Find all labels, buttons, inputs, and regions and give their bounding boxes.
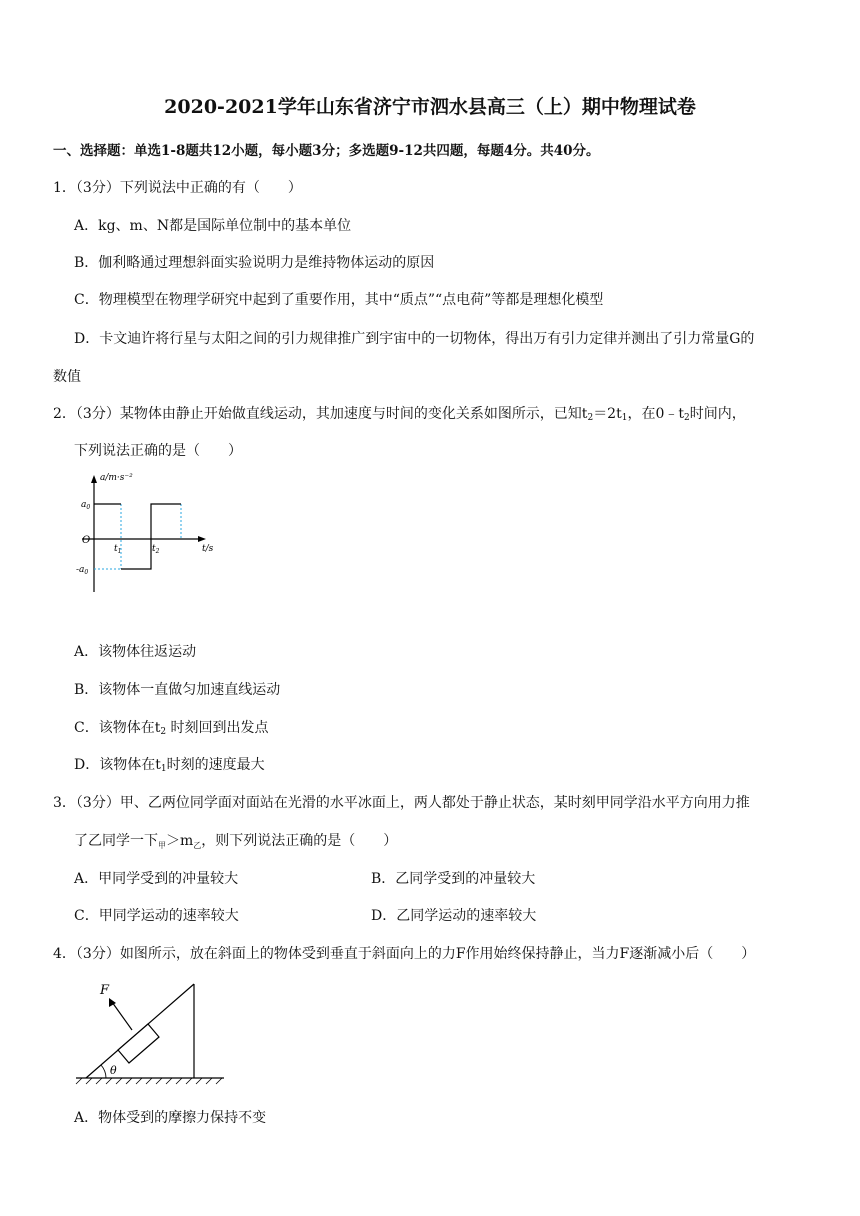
segment-3 <box>151 504 181 539</box>
x-axis-label: t/s <box>202 544 214 554</box>
x-axis-arrow-icon <box>198 536 206 542</box>
page-title: 2020-2021学年山东省济宁市泗水县高三（上）期中物理试卷 <box>164 96 696 118</box>
segment-2 <box>121 539 151 569</box>
question-3-option-b: B．乙同学受到的冲量较大 <box>371 871 536 887</box>
question-1-option-d: D．卡文迪许将行星与太阳之间的引力规律推广到宇宙中的一切物体，得出万有引力定律并测出了引力常量G的 <box>74 331 755 347</box>
origin-label: O <box>82 535 91 546</box>
question-3-stem-line2: 了乙同学一下$_甲>m_乙$，则下列说法正确的是（ ） <box>74 833 398 850</box>
y-axis-label: a/m·s⁻² <box>100 473 133 483</box>
acceleration-time-graph <box>72 470 232 600</box>
question-2-option-a: A．该物体往返运动 <box>74 644 197 660</box>
block <box>118 1024 159 1063</box>
question-2-stem-line1: 2．（3分）某物体由静止开始做直线运动，其加速度与时间的变化关系如图所示，已知$t_2=2t_1$，在$0﹣t_2$时间内， <box>53 406 746 423</box>
question-2-option-b: B．该物体一直做匀加速直线运动 <box>74 682 281 698</box>
incline-figure <box>72 978 232 1088</box>
t2-label: $t_2$ <box>152 544 160 555</box>
a0-label: $a_0$ <box>81 500 91 511</box>
question-3-option-c: C．甲同学运动的速率较大 <box>74 908 239 924</box>
section-heading: 一、选择题：单选1-8题共12小题，每小题3分；多选题9-12共四题，每题4分。共40分。 <box>53 143 600 159</box>
question-1-option-d-cont: 数值 <box>53 369 81 385</box>
question-1-option-b: B．伽利略通过理想斜面实验说明力是维持物体运动的原因 <box>74 255 435 271</box>
question-1-option-c: C．物理模型在物理学研究中起到了重要作用，其中“质点”“点电荷”等都是理想化模型 <box>74 292 604 308</box>
angle-label: θ <box>110 1064 117 1077</box>
question-1-option-a: A．kg、m、N都是国际单位制中的基本单位 <box>74 218 352 234</box>
neg-a0-label: $-a_0$ <box>76 565 89 576</box>
ground-hatching <box>76 1078 222 1084</box>
angle-arc <box>101 1065 106 1078</box>
y-axis-arrow-icon <box>91 475 97 483</box>
question-4-stem: 4．（3分）如图所示，放在斜面上的物体受到垂直于斜面向上的力F作用始终保持静止，当力F逐渐减小后（ ） <box>53 946 756 962</box>
question-3-option-a: A．甲同学受到的冲量较大 <box>74 871 239 887</box>
force-line <box>112 1002 132 1030</box>
question-2-stem-line2: 下列说法正确的是（ ） <box>74 443 242 459</box>
question-2-option-d: D．该物体在$t_1$时刻的速度最大 <box>74 757 265 774</box>
t1-label: $t_1$ <box>114 544 122 555</box>
force-label: F <box>100 983 110 998</box>
question-1-stem: 1．（3分）下列说法中正确的有（ ） <box>53 180 302 196</box>
question-3-option-d: D．乙同学运动的速率较大 <box>371 908 537 924</box>
question-3-stem-line1: 3．（3分）甲、乙两位同学面对面站在光滑的水平冰面上，两人都处于静止状态，某时刻甲同学沿水平方向用力推 <box>53 795 750 811</box>
question-2-option-c: C．该物体在$t_2$ 时刻回到出发点 <box>74 720 269 737</box>
question-4-option-a: A．物体受到的摩擦力保持不变 <box>74 1110 267 1126</box>
